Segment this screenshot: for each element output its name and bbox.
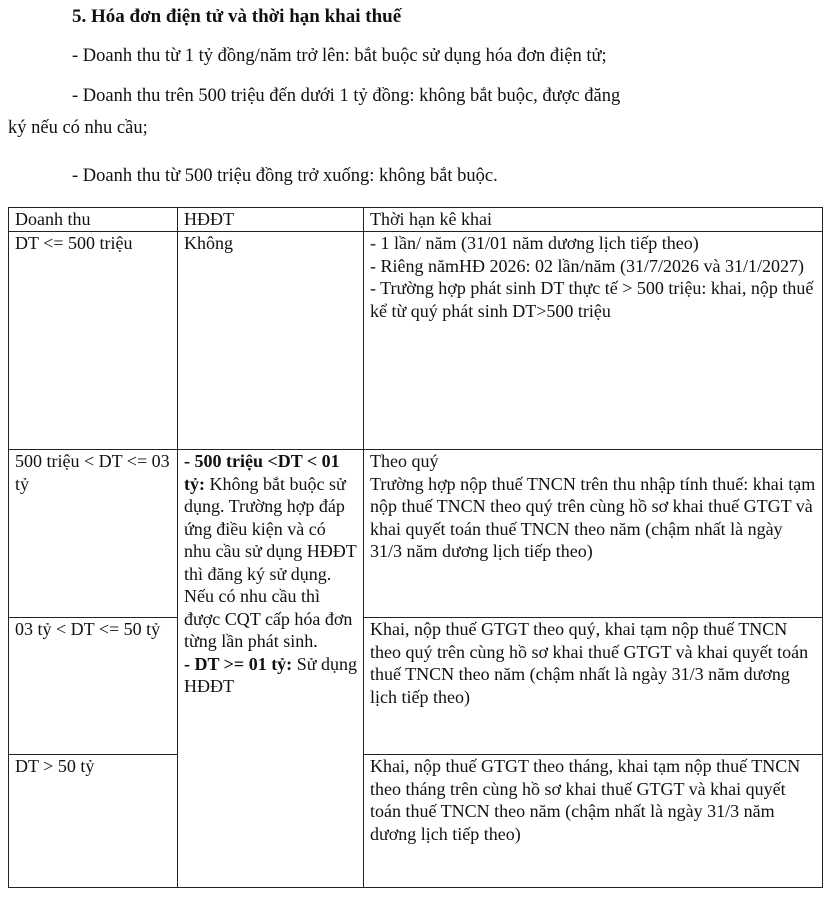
cell-deadline: Khai, nộp thuế GTGT theo tháng, khai tạm nộp thuế TNCN theo tháng trên cùng hồ sơ khai thuế GTGT và khai quyết toán thuế TNCN theo năm (chậm nhất là ngày 31/3 năm dương lịch tiếp theo) <box>364 755 823 888</box>
deadline-line: Theo quý <box>370 451 439 471</box>
table-header-row <box>9 208 823 232</box>
header-einvoice: HĐĐT <box>178 208 364 232</box>
bullet-2-cont: ký nếu có nhu cầu; <box>8 118 148 138</box>
cell-revenue: DT <= 500 triệu <box>9 232 178 450</box>
table-row <box>9 450 823 618</box>
cell-einvoice-merged <box>178 450 364 888</box>
header-revenue: Doanh thu <box>9 208 178 232</box>
einvoice-text-2: Sử dụng HĐĐT <box>184 653 357 696</box>
cell-deadline <box>364 450 823 618</box>
cell-revenue: 03 tỷ < DT <= 50 tỷ <box>9 618 178 755</box>
cell-revenue: 500 triệu < DT <= 03 tỷ <box>9 450 178 618</box>
cell-einvoice: Không <box>178 232 364 450</box>
einvoice-bold-2: - DT >= 01 tỷ: <box>184 653 293 674</box>
bullet-1: - Doanh thu từ 1 tỷ đồng/năm trở lên: bắt buộc sử dụng hóa đơn điện tử; <box>72 46 607 66</box>
einvoice-bold-1: - 500 triệu <DT < 01 tỷ: <box>184 451 340 494</box>
deadline-line: - Trường hợp phát sinh DT thực tế > 500 triệu: khai, nộp thuế kể từ quý phát sinh DT>500 triệu <box>370 278 814 321</box>
table-row <box>9 618 823 755</box>
tax-table <box>8 207 823 888</box>
cell-deadline: Khai, nộp thuế GTGT theo quý, khai tạm nộp thuế TNCN theo quý trên cùng hồ sơ khai thuế GTGT và khai quyết toán thuế TNCN theo năm (chậm nhất là ngày 31/3 năm dương lịch tiếp theo) <box>364 618 823 755</box>
bullet-2: - Doanh thu trên 500 triệu đến dưới 1 tỷ đồng: không bắt buộc, được đăng <box>72 86 621 106</box>
bullet-3: - Doanh thu từ 500 triệu đồng trở xuống: không bắt buộc. <box>72 166 498 186</box>
section-heading: 5. Hóa đơn điện tử và thời hạn khai thuế <box>72 6 402 27</box>
table-row <box>9 232 823 450</box>
deadline-line: - 1 lần/ năm (31/01 năm dương lịch tiếp theo) <box>370 233 699 253</box>
cell-revenue: DT > 50 tỷ <box>9 755 178 888</box>
deadline-line: - Riêng nămHĐ 2026: 02 lần/năm (31/7/2026 và 31/1/2027) <box>370 255 804 276</box>
cell-deadline <box>364 232 823 450</box>
header-deadline: Thời hạn kê khai <box>364 208 823 232</box>
einvoice-text-1: Không bắt buộc sử dụng. Trường hợp đáp ứng điều kiện và có nhu cầu sử dụng HĐĐT thì đăng ký sử dụng. Nếu có nhu cầu thì được CQT cấp hóa đơn từng lần phát sinh. <box>184 473 357 651</box>
deadline-line: Trường hợp nộp thuế TNCN trên thu nhập tính thuế: khai tạm nộp thuế TNCN theo quý trên cùng hồ sơ khai thuế GTGT và khai quyết toán thuế TNCN theo năm (chậm nhất là ngày 31/3 năm dương lịch tiếp theo) <box>370 473 816 561</box>
table-row <box>9 755 823 888</box>
